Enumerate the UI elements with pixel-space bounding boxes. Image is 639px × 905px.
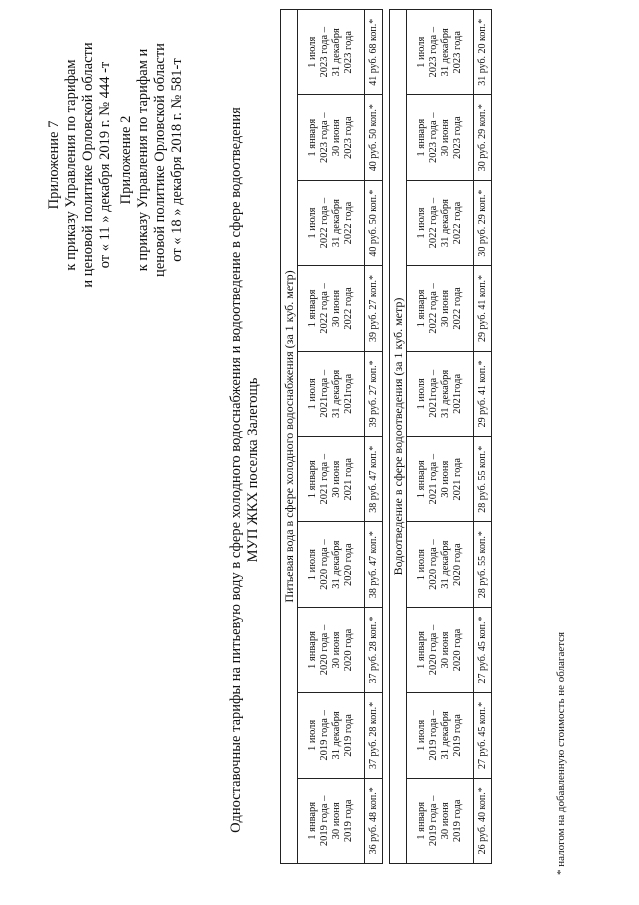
header-line: от « 18 » декабря 2018 г. № 581-т — [169, 58, 185, 262]
period-line: 2022 года – — [428, 283, 439, 334]
period-cell — [298, 180, 365, 265]
period-line: 30 июня — [331, 631, 342, 669]
period-line: 1 июля — [307, 36, 318, 68]
period-line: 2019 года – — [428, 795, 439, 847]
period-line: 2020 года – — [428, 624, 439, 676]
period-line: 2019 года — [343, 799, 354, 843]
period-line: 2021 года – — [319, 454, 330, 505]
period-line: 30 июня — [440, 460, 451, 498]
period-line: 2021года — [452, 373, 463, 414]
period-line: 1 января — [307, 631, 318, 669]
period-line: 1 января — [416, 631, 427, 669]
period-line: 2019 года — [452, 714, 463, 757]
period-line: 30 июня — [440, 631, 451, 669]
period-line: 2022 года – — [428, 197, 439, 249]
period-cell — [298, 95, 365, 180]
title-line-1: Одноставочные тарифы на питьевую воду в сфере холодного водоснабжения и водоотведение в сфере водоотведения — [228, 107, 244, 833]
period-line: 1 января — [307, 801, 318, 840]
period-cell — [407, 778, 474, 863]
period-cell — [407, 95, 474, 180]
spacer-cell — [383, 10, 390, 864]
period-line: 30 июня — [331, 460, 342, 498]
period-line: 2022 года – — [319, 197, 330, 249]
tariff-value: 29 руб. 41 коп.* — [474, 351, 492, 436]
period-line: 30 июня — [440, 802, 451, 840]
period-line: 2021 года – — [428, 454, 439, 505]
period-line: 2021года – — [319, 369, 330, 418]
period-line: 2023 года – — [319, 27, 330, 78]
period-line: 1 января — [416, 118, 427, 157]
tariff-value: 29 руб. 41 коп.* — [474, 266, 492, 351]
title-line-2: МУП ЖКХ поселка Залегощь — [245, 377, 261, 563]
section-spacer — [383, 10, 390, 864]
header-line: Приложение 7 — [46, 120, 62, 210]
period-cell — [407, 607, 474, 692]
tariff-value: 41 руб. 68 коп.* — [365, 10, 383, 95]
period-cell — [407, 266, 474, 351]
period-line: 2023 года – — [428, 112, 439, 163]
period-line: 2019 года — [343, 714, 354, 757]
period-line: 1 января — [416, 801, 427, 840]
tariff-value: 39 руб. 27 коп.* — [365, 351, 383, 436]
period-cell — [298, 266, 365, 351]
tariff-value: 30 руб. 29 коп.* — [474, 95, 492, 180]
period-line: 2022 года — [343, 287, 354, 330]
period-line: 2023 года — [343, 30, 354, 74]
period-line: 30 июня — [331, 802, 342, 840]
tariff-value-row — [365, 10, 383, 864]
period-line: 2019 года – — [319, 795, 330, 847]
period-line: 30 июня — [440, 289, 451, 327]
period-line: 31 декабря — [331, 28, 342, 77]
period-line: 31 декабря — [440, 711, 451, 760]
period-line: 2019 года — [452, 799, 463, 843]
period-row — [407, 10, 474, 864]
tariff-value: 40 руб. 50 коп.* — [365, 180, 383, 265]
period-line: 2020 года – — [428, 539, 439, 590]
period-row — [298, 10, 365, 864]
period-cell — [298, 351, 365, 436]
period-line: 2022 года — [452, 201, 463, 245]
tariff-table — [280, 9, 492, 864]
tariff-table-body — [281, 10, 492, 864]
period-cell — [298, 693, 365, 778]
period-line: 2023 года – — [319, 112, 330, 163]
period-line: 2023 года – — [428, 27, 439, 78]
period-line: 1 января — [307, 460, 318, 499]
header-line: и ценовой политике Орловской области — [80, 42, 96, 288]
section-heading-row — [390, 10, 407, 864]
period-line: 2019 года – — [319, 710, 330, 761]
period-line: 2021 года — [343, 457, 354, 501]
period-line: 1 июля — [307, 378, 318, 410]
period-line: 31 декабря — [331, 199, 342, 248]
tariff-value: 27 руб. 45 коп.* — [474, 693, 492, 778]
period-line: 2023 года — [452, 30, 463, 74]
tariff-value: 37 руб. 28 коп.* — [365, 693, 383, 778]
period-line: 31 декабря — [440, 540, 451, 589]
period-line: 2023 года — [452, 116, 463, 159]
period-cell — [407, 180, 474, 265]
period-line: 1 июля — [416, 378, 427, 410]
tariff-value: 40 руб. 50 коп.* — [365, 95, 383, 180]
section-heading: Питьевая вода в сфере холодного водоснабжения (за 1 куб. метр) — [281, 10, 298, 864]
header-line: к приказу Управления по тарифам и — [135, 48, 151, 272]
period-line: 2020 года — [452, 628, 463, 672]
period-cell — [298, 437, 365, 522]
period-line: 30 июня — [440, 119, 451, 157]
tariff-value: 26 руб. 40 коп.* — [474, 778, 492, 863]
period-cell — [407, 351, 474, 436]
document-title — [228, 65, 262, 875]
period-line: 2019 года – — [428, 710, 439, 761]
period-line: 1 июля — [416, 36, 427, 68]
period-line: 2022 года – — [319, 283, 330, 334]
period-line: 1 июля — [307, 549, 318, 581]
period-line: 31 декабря — [440, 199, 451, 248]
period-cell — [407, 522, 474, 607]
period-line: 1 июля — [416, 549, 427, 581]
period-line: 31 декабря — [440, 369, 451, 418]
period-line: 1 января — [416, 289, 427, 328]
period-line: 1 июля — [416, 207, 427, 239]
tariff-value: 37 руб. 28 коп.* — [365, 607, 383, 692]
footnote: * налогом на добавленную стоимость не облагается — [555, 631, 567, 875]
period-line: 30 июня — [331, 119, 342, 157]
header-line: Приложение 2 — [118, 115, 134, 205]
period-line: 30 июня — [331, 289, 342, 327]
tariff-value: 30 руб. 29 коп.* — [474, 180, 492, 265]
period-cell — [298, 10, 365, 95]
header-line: от « 11 » декабря 2019 г. № 444 -т — [97, 61, 113, 269]
appendix-7-header — [46, 15, 114, 315]
period-line: 2020 года — [452, 543, 463, 586]
period-line: 2020 года – — [319, 624, 330, 676]
period-line: 2023 года — [343, 116, 354, 159]
appendix-2-header — [118, 15, 186, 305]
period-line: 2020 года – — [319, 539, 330, 590]
period-cell — [407, 10, 474, 95]
section-heading: Водоотведение в сфере водоотведения (за 1 куб. метр) — [390, 10, 407, 864]
period-line: 2020 года — [343, 628, 354, 672]
period-line: 2021года — [343, 373, 354, 414]
tariff-value: 28 руб. 55 коп.* — [474, 522, 492, 607]
tariff-value: 31 руб. 20 коп.* — [474, 10, 492, 95]
header-line: ценовой политике Орловской области — [152, 43, 168, 277]
period-line: 31 декабря — [331, 711, 342, 760]
tariff-value-row — [474, 10, 492, 864]
tariff-value: 27 руб. 45 коп.* — [474, 607, 492, 692]
tariff-value: 39 руб. 27 коп.* — [365, 266, 383, 351]
period-line: 1 июля — [307, 207, 318, 239]
period-line: 2020 года — [343, 543, 354, 586]
period-cell — [298, 778, 365, 863]
tariff-value: 28 руб. 55 коп.* — [474, 437, 492, 522]
period-line: 1 января — [416, 460, 427, 499]
tariff-value: 36 руб. 48 коп.* — [365, 778, 383, 863]
period-cell — [407, 437, 474, 522]
header-line: к приказу Управления по тарифам — [63, 59, 79, 271]
period-line: 2022 года — [343, 201, 354, 245]
period-line: 1 июля — [416, 719, 427, 751]
period-line: 2022 года — [452, 287, 463, 330]
tariff-value: 38 руб. 47 коп.* — [365, 437, 383, 522]
period-line: 31 декабря — [440, 28, 451, 77]
period-cell — [298, 607, 365, 692]
period-cell — [298, 522, 365, 607]
period-cell — [407, 693, 474, 778]
period-line: 31 декабря — [331, 540, 342, 589]
period-line: 1 января — [307, 289, 318, 328]
period-line: 2021года – — [428, 369, 439, 418]
period-line: 31 декабря — [331, 369, 342, 418]
tariff-value: 38 руб. 47 коп.* — [365, 522, 383, 607]
period-line: 1 января — [307, 118, 318, 157]
period-line: 2021 года — [452, 457, 463, 501]
section-heading-row — [281, 10, 298, 864]
period-line: 1 июля — [307, 719, 318, 751]
